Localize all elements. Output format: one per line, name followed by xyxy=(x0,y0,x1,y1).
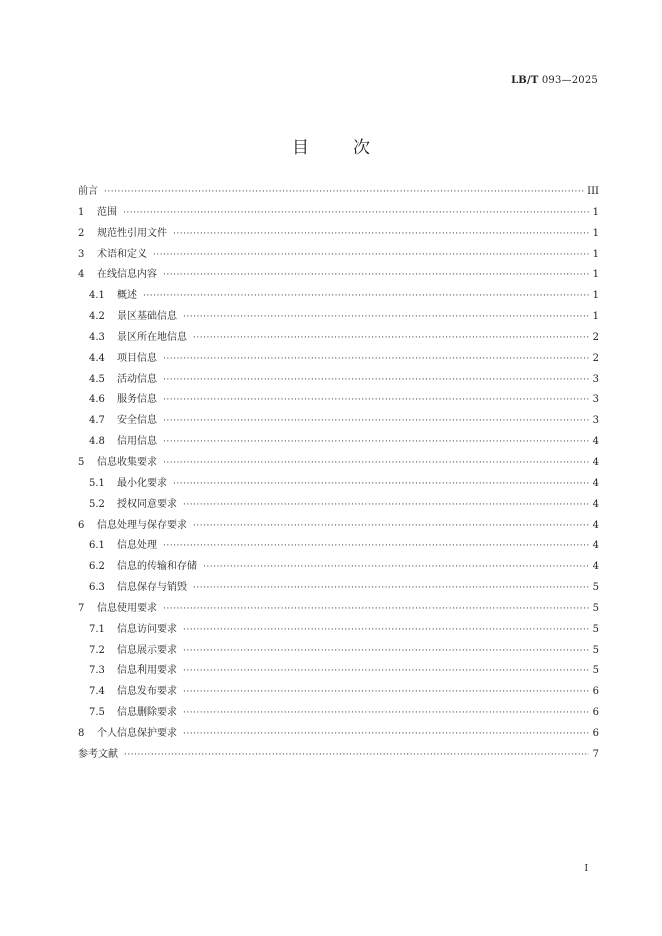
toc-entry-page: 4 xyxy=(592,477,599,489)
toc-entry-number: 2 xyxy=(78,227,85,239)
toc-entry-number: 3 xyxy=(78,248,85,260)
toc-entry-number: 7.3 xyxy=(89,665,105,677)
toc-entry[interactable] xyxy=(78,245,599,266)
toc-entry-number: 4.6 xyxy=(89,394,105,406)
toc-entry-number: 8 xyxy=(78,727,85,739)
toc-entry-number: 7.5 xyxy=(89,707,105,719)
toc-leader-dots xyxy=(193,578,589,599)
toc-leader-dots xyxy=(173,224,589,245)
toc-leader-dots xyxy=(123,203,589,224)
toc-entry-title: 信息处理与保存要求 xyxy=(97,519,187,531)
toc-entry-title: 信息使用要求 xyxy=(97,602,157,614)
toc-entry-title: 项目信息 xyxy=(117,352,157,364)
toc-entry[interactable] xyxy=(78,557,599,578)
toc-entry-title: 信用信息 xyxy=(117,436,157,448)
toc-title xyxy=(0,133,662,158)
toc-leader-dots xyxy=(203,557,589,578)
toc-leader-dots xyxy=(183,307,589,328)
toc-entry-page: 5 xyxy=(592,665,599,677)
toc-entry-page: 6 xyxy=(592,707,599,719)
toc-entry-number: 4 xyxy=(78,269,85,281)
toc-entry-page: 6 xyxy=(592,727,599,739)
toc-entry[interactable] xyxy=(78,682,599,703)
toc-entry-page: 4 xyxy=(592,456,599,468)
toc-entry-number: 4.5 xyxy=(89,373,105,385)
toc-entry-title: 在线信息内容 xyxy=(97,269,157,281)
toc-entry-title: 活动信息 xyxy=(117,373,157,385)
standard-prefix: LB/T xyxy=(511,75,539,86)
toc-entry[interactable] xyxy=(78,286,599,307)
toc-title-char-1: 目 xyxy=(292,138,309,158)
toc-entry-page: 4 xyxy=(592,498,599,510)
toc-leader-dots xyxy=(163,411,589,432)
toc-leader-dots xyxy=(183,641,589,662)
toc-entry-page: 3 xyxy=(592,415,599,427)
toc-entry-number: 4.3 xyxy=(89,331,105,343)
toc-entry-title: 概述 xyxy=(117,290,137,302)
toc-entry-number: 4.1 xyxy=(89,290,105,302)
toc-leader-dots xyxy=(143,286,589,307)
toc-entry-page: 2 xyxy=(592,331,599,343)
standard-number: 093—2025 xyxy=(541,75,598,86)
toc-entry-page: 5 xyxy=(592,623,599,635)
toc-entry-page: 4 xyxy=(592,436,599,448)
toc-entry-number: 6 xyxy=(78,519,85,531)
toc-entry[interactable] xyxy=(78,203,599,224)
toc-entry[interactable] xyxy=(78,411,599,432)
toc-leader-dots xyxy=(163,453,589,474)
toc-entry-page: 3 xyxy=(592,394,599,406)
toc-entry-page: 4 xyxy=(592,519,599,531)
toc-entry-number: 6.2 xyxy=(89,561,105,573)
toc-entry-number: 5.2 xyxy=(89,498,105,510)
toc-entry-page: 1 xyxy=(592,206,599,218)
toc-entry-title: 最小化要求 xyxy=(117,477,167,489)
toc-entry-title: 术语和定义 xyxy=(97,248,147,260)
toc-leader-dots xyxy=(183,620,589,641)
toc-entry-title: 范围 xyxy=(97,206,117,218)
toc-leader-dots xyxy=(163,370,589,391)
toc-entry[interactable] xyxy=(78,224,599,245)
toc-entry-page: 2 xyxy=(592,352,599,364)
toc-entry[interactable] xyxy=(78,536,599,557)
toc-title-char-2: 次 xyxy=(353,138,370,158)
toc-leader-dots xyxy=(183,703,589,724)
toc-leader-dots xyxy=(163,349,589,370)
toc-entry[interactable] xyxy=(78,432,599,453)
toc-entry-page: 7 xyxy=(592,748,599,760)
toc-entry-title: 安全信息 xyxy=(117,415,157,427)
toc-entry[interactable] xyxy=(78,370,599,391)
toc-leader-dots xyxy=(193,516,589,537)
toc-entry-title: 信息访问要求 xyxy=(117,623,177,635)
toc-leader-dots xyxy=(163,432,589,453)
toc-entry[interactable] xyxy=(78,390,599,411)
toc-entry-title: 信息保存与销毁 xyxy=(117,582,187,594)
toc-entry-title: 规范性引用文件 xyxy=(97,227,167,239)
toc-entry[interactable] xyxy=(78,516,599,537)
toc-entry[interactable] xyxy=(78,599,599,620)
toc-leader-dots xyxy=(183,724,589,745)
toc-entry-page: 1 xyxy=(592,311,599,323)
toc-entry-title: 景区所在地信息 xyxy=(117,331,187,343)
toc-entry-page: 4 xyxy=(592,540,599,552)
toc-entry-title: 信息删除要求 xyxy=(117,707,177,719)
standard-code xyxy=(511,75,598,86)
toc-entry-title: 信息收集要求 xyxy=(97,456,157,468)
toc-entry[interactable] xyxy=(78,265,599,286)
toc-entry[interactable] xyxy=(78,495,599,516)
toc-entry-title: 参考文献 xyxy=(78,748,118,760)
table-of-contents xyxy=(78,182,599,766)
toc-leader-dots xyxy=(163,265,589,286)
toc-entry-page: 1 xyxy=(592,248,599,260)
toc-entry-number: 7.4 xyxy=(89,686,105,698)
toc-leader-dots xyxy=(183,682,589,703)
toc-entry-number: 4.2 xyxy=(89,311,105,323)
toc-entry[interactable] xyxy=(78,703,599,724)
toc-leader-dots xyxy=(173,474,589,495)
toc-entry[interactable] xyxy=(78,328,599,349)
toc-entry-page: 1 xyxy=(592,269,599,281)
toc-entry[interactable] xyxy=(78,578,599,599)
toc-entry-title: 信息展示要求 xyxy=(117,644,177,656)
toc-leader-dots xyxy=(104,182,585,203)
page-number: I xyxy=(584,864,588,874)
toc-entry-page: 6 xyxy=(592,686,599,698)
toc-leader-dots xyxy=(163,599,589,620)
toc-leader-dots xyxy=(193,328,589,349)
toc-entry-title: 信息发布要求 xyxy=(117,686,177,698)
toc-entry-number: 5.1 xyxy=(89,477,105,489)
toc-entry[interactable] xyxy=(78,745,599,766)
toc-entry-number: 7 xyxy=(78,602,85,614)
toc-entry-page: 4 xyxy=(592,561,599,573)
toc-leader-dots xyxy=(183,495,589,516)
toc-entry-page: 5 xyxy=(592,602,599,614)
toc-entry-number: 7.1 xyxy=(89,623,105,635)
toc-entry-title: 前言 xyxy=(78,186,98,197)
toc-entry-title: 信息的传输和存储 xyxy=(117,561,197,573)
toc-entry[interactable] xyxy=(78,474,599,495)
toc-entry-number: 7.2 xyxy=(89,644,105,656)
toc-entry-number: 4.7 xyxy=(89,415,105,427)
toc-entry-title: 景区基础信息 xyxy=(117,311,177,323)
toc-entry[interactable] xyxy=(78,724,599,745)
toc-entry-page: 5 xyxy=(592,582,599,594)
toc-entry-page: 5 xyxy=(592,644,599,656)
toc-entry-number: 4.4 xyxy=(89,352,105,364)
toc-entry-page: III xyxy=(587,186,599,197)
toc-entry-title: 个人信息保护要求 xyxy=(97,727,177,739)
toc-leader-dots xyxy=(163,390,589,411)
toc-entry-title: 信息利用要求 xyxy=(117,665,177,677)
toc-entry-number: 5 xyxy=(78,456,85,468)
toc-entry-title: 信息处理 xyxy=(117,540,157,552)
toc-entry[interactable] xyxy=(78,453,599,474)
toc-entry-number: 4.8 xyxy=(89,436,105,448)
toc-entry[interactable] xyxy=(78,307,599,328)
toc-entry-title: 授权同意要求 xyxy=(117,498,177,510)
toc-leader-dots xyxy=(183,661,589,682)
toc-entry[interactable] xyxy=(78,182,599,203)
toc-entry[interactable] xyxy=(78,620,599,641)
toc-entry-number: 6.3 xyxy=(89,582,105,594)
toc-entry[interactable] xyxy=(78,349,599,370)
toc-entry[interactable] xyxy=(78,641,599,662)
toc-entry-page: 1 xyxy=(592,290,599,302)
toc-entry-page: 1 xyxy=(592,227,599,239)
toc-leader-dots xyxy=(163,536,589,557)
toc-entry-number: 1 xyxy=(78,206,85,218)
toc-entry-page: 3 xyxy=(592,373,599,385)
toc-leader-dots xyxy=(153,245,589,266)
toc-entry-title: 服务信息 xyxy=(117,394,157,406)
toc-leader-dots xyxy=(124,745,589,766)
toc-entry-number: 6.1 xyxy=(89,540,105,552)
toc-entry[interactable] xyxy=(78,661,599,682)
